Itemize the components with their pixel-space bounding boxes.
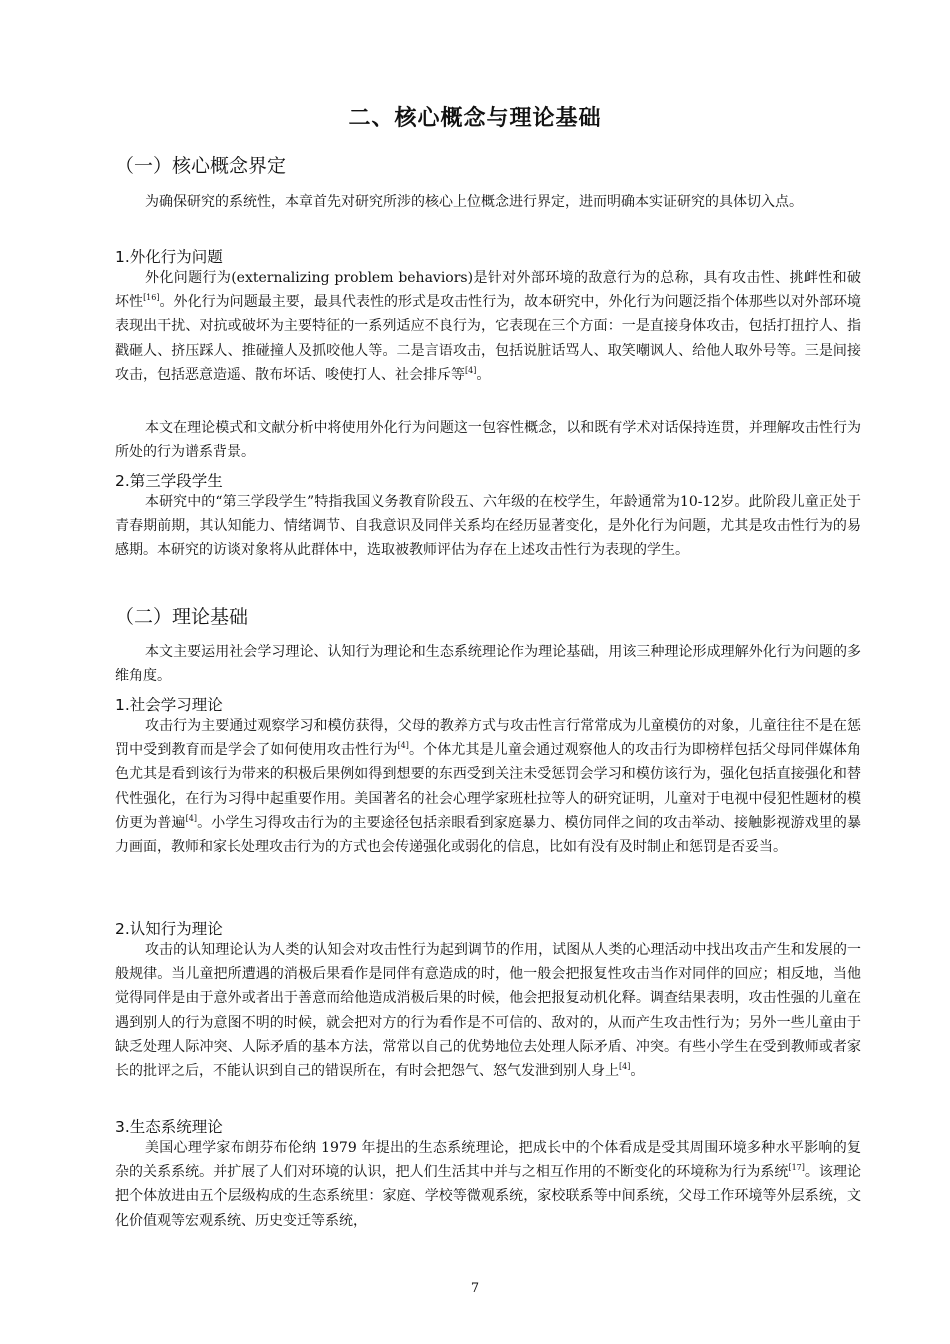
subheading-social-learning-theory: 1.社会学习理论	[115, 696, 223, 714]
externalizing-paragraph-1	[115, 266, 861, 387]
externalizing-paragraph-2: 本文在理论模式和文献分析中将使用外化行为问题这一包容性概念，以和既有学术对话保持连贯，并理解攻击性行为所处的行为谱系背景。	[115, 420, 861, 461]
citation: [16]	[143, 293, 160, 303]
text-segment: 。个体尤其是儿童会通过观察他人的攻击行为即榜样包括父母同伴媒体角色尤其是看到该行为带来的积极后果例如得到想要的东西受到关注未受惩罚会学习和模仿该行为，强化包括直接强化和替代性强化，在行为习得中起重要作用。美国著名的社会心理学家班杜拉等人的研究证明，儿童对于电视中侵犯性题材的模仿更为普遍	[115, 742, 862, 831]
citation: [4]	[619, 1062, 631, 1072]
text-segment: 攻击的认知理论认为人类的认知会对攻击性行为起到调节的作用，试图从人类的心理活动中找出攻击产生和发展的一般规律。当儿童把所遭遇的消极后果看作是同伴有意造成的时，他一般会把报复性攻击当作对同伴的回应；相反地，当他觉得同伴是由于意外或者出于善意而给他造成消极后果的时候，他会把报复动机化释。调查结果表明，攻击性强的儿童在遇到别人的行为意图不明的时候，就会把对方的行为看作是不可信的、敌对的，从而产生攻击性行为；另外一些儿童由于缺乏处理人际冲突、人际矛盾的基本方法，常常以自己的优势地位去处理人际矛盾、冲突。有些小学生在受到教师或者家长的批评之后，不能认识到自己的错误所在，有时会把怨气、怒气发泄到别人身上	[115, 942, 861, 1080]
section-heading-theory-basis: （二）理论基础	[115, 606, 249, 628]
subheading-third-stage-students: 2.第三学段学生	[115, 472, 223, 490]
section2-intro-paragraph: 本文主要运用社会学习理论、认知行为理论和生态系统理论作为理论基础，用该三种理论形成理解外化行为问题的多维角度。	[115, 644, 861, 685]
page-number: 7	[470, 1281, 480, 1296]
subheading-externalizing-behavior: 1.外化行为问题	[115, 248, 223, 266]
text-segment: 。	[630, 1063, 645, 1080]
citation: [4]	[465, 365, 477, 375]
social-learning-paragraph	[115, 714, 861, 859]
ecological-systems-paragraph	[115, 1136, 861, 1233]
cognitive-behavior-paragraph	[115, 938, 861, 1083]
text-segment: 美国心理学家布朗芬布伦纳 1979 年提出的生态系统理论，把成长中的个体看成是受其周围环境多种水平影响的复杂的关系系统。并扩展了人们对环境的认识，把人们生活其中并与之相互作用的不断变化的环境称为行为系统	[115, 1140, 861, 1181]
text-segment: 攻击行为主要通过观察学习和模仿获得，父母的教养方式与攻击性言行常常成为儿童模仿的对象，儿童往往不是在惩罚中受到教育而是学会了如何使用攻击性行为	[115, 718, 861, 759]
citation: [4]	[397, 741, 409, 751]
text-segment: 。	[476, 366, 491, 383]
citation: [4]	[185, 813, 197, 823]
subheading-ecological-systems-theory: 3.生态系统理论	[115, 1118, 223, 1136]
subheading-cognitive-behavior-theory: 2.认知行为理论	[115, 920, 223, 938]
text-segment: 。外化行为问题最主要，最具代表性的形式是攻击性行为，故本研究中，外化行为问题泛指个体那些以对外部环境表现出干扰、对抗或破坏为主要特征的一系列适应不良行为，它表现在三个方面：一是直接身体攻击，包括打扭拧人、指戳砸人、挤压踩人、推碰撞人及抓咬他人等。二是言语攻击，包括说脏话骂人、取笑嘲讽人、给他人取外号等。三是间接攻击，包括恶意造遥、散布坏话、唆使打人、社会排斥等	[115, 294, 861, 383]
text-segment: 。该理论把个体放进由五个层级构成的生态系统里：家庭、学校等微观系统，家校联系等中间系统，父母工作环境等外层系统，文化价值观等宏观系统、历史变迁等系统，	[115, 1164, 861, 1229]
text-segment: 外化问题行为(externalizing problem behaviors)是针对外部环境的敌意行为的总称，具有攻击性、挑衅性和破坏性	[115, 270, 861, 311]
third-stage-paragraph: 本研究中的“第三学段学生”特指我国义务教育阶段五、六年级的在校学生，年龄通常为10-12岁。此阶段儿童正处于青春期前期，其认知能力、情绪调节、自我意识及同伴关系均在经历显著变化，是外化行为问题，尤其是攻击性行为的易感期。本研究的访谈对象将从此群体中，选取被教师评估为存在上述攻击性行为表现的学生。	[115, 494, 861, 559]
section1-intro-paragraph: 为确保研究的系统性，本章首先对研究所涉的核心上位概念进行界定，进而明确本实证研究的具体切入点。	[145, 194, 803, 210]
section-heading-core-concepts: （一）核心概念界定	[115, 155, 287, 177]
citation: [17]	[788, 1163, 805, 1173]
chapter-title: 二、核心概念与理论基础	[348, 106, 602, 131]
text-segment: 。小学生习得攻击行为的主要途径包括亲眼看到家庭暴力、模仿同伴之间的攻击举动、接触影视游戏里的暴力画面，教师和家长处理攻击行为的方式也会传递强化或弱化的信息，比如有没有及时制止和惩罚是否妥当。	[115, 814, 861, 856]
